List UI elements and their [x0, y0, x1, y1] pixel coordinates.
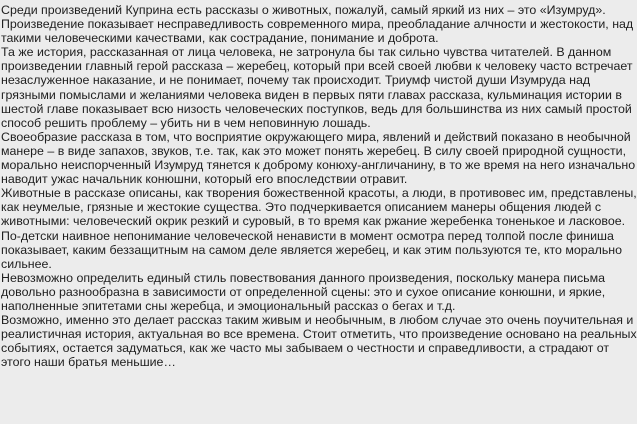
paragraph: По-детски наивное непонимание человеческой ненависти в момент осмотра перед толпой после финиша показывает, каким беззащитным на самом деле является жеребец, и как этим пользуются те, кто морально сильнее. [1, 228, 623, 271]
paragraph: Возможно, именно это делает рассказ таким живым и необычным, в любом случае это очень поучительная и реалистичная история, актуальная во все времена. Стоит отметить, что произведение основано на реальных событиях, остается задуматься, как же часто мы забываем о честности и справедливости, а страдают от этого наши братья меньшие… [1, 313, 637, 370]
paragraph: Своеобразие рассказа в том, что восприятие окружающего мира, явлений и действий показано в необычной манере – в виде запахов, звуков, т.е. так, как это может понять жеребец. В силу своей природной сущности, морально неиспорченный Изумруд тянется к доброму конюху-англичанину, в то же время на него изначально наводит ужас начальник конюшни, который его впоследствии отравит. [1, 129, 636, 187]
paragraph: Та же история, рассказанная от лица человека, не затронула бы так сильно чувства читателей. В данном произведении главный герой рассказа – жеребец, который при всей своей любви к человеку часто встречает незаслуженное наказание, и не понимает, почему так происходит. Триумф чистой души Изумруда над грязными помыслами и желаниями человека виден в первых пяти главах рассказа, кульминация истории в шестой главе показывает всю низость человеческих поступков, ведь для большинства из них самый простой способ решить проблему – убить ни в чем неповинную лошадь. [1, 45, 633, 130]
paragraph: Невозможно определить единый стиль повествования данного произведения, поскольку манера письма довольно разнообразна в зависимости от определенной сцены: это и сухое описание конюшни, и яркие, наполненные эпитетами сны жеребца, и эмоциональный рассказ о бегах и т.д. [1, 270, 606, 313]
paragraph: Среди произведений Куприна есть рассказы о животных, пожалуй, самый яркий из них – это «Изумруд». Произведение показывает несправедливость современного мира, преобладание алчности и жестокости, над такими человеческими качествами, как сострадание, понимание и доброта. [1, 3, 634, 46]
paragraph: Животные в рассказе описаны, как творения божественной красоты, а люди, в противовес им, представлены, как неумелые, грязные и жестокие существа. Это подчеркивается описанием манеры общения людей с животными: человеческий окрик резкий и суровый, в то время как ржание жеребенка тоненькое и ласковое. [1, 186, 637, 229]
